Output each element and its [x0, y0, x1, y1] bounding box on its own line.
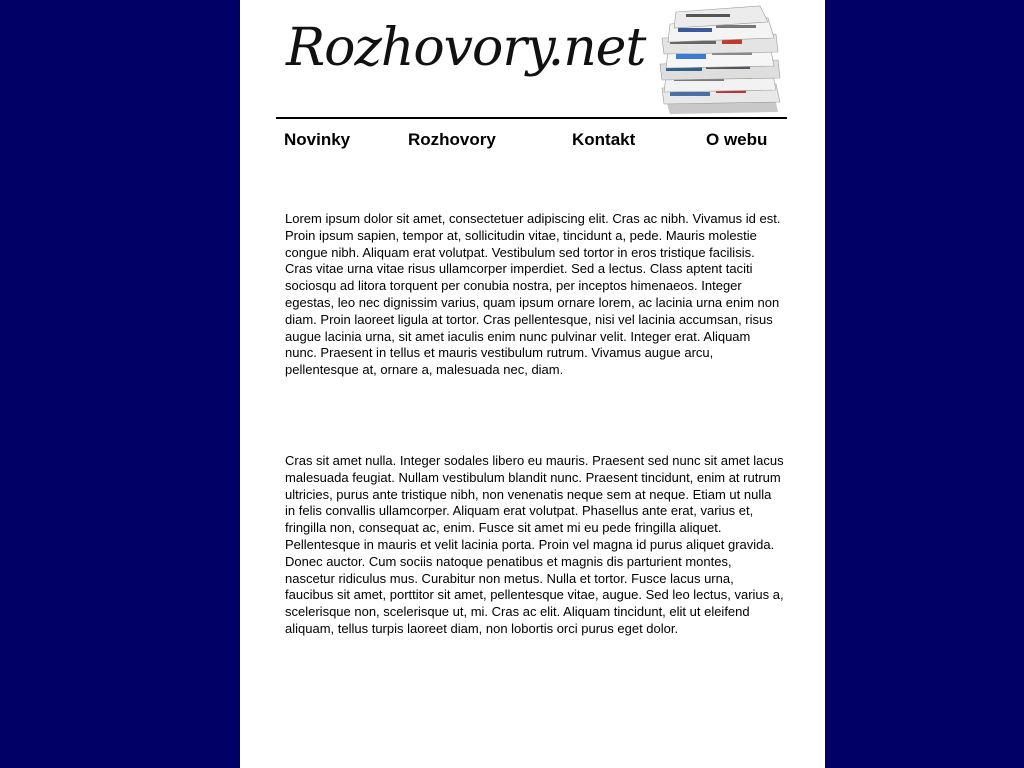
page-container: [240, 0, 825, 768]
nav-item-rozhovory[interactable]: Rozhovory: [408, 130, 496, 149]
content-paragraph-1: Lorem ipsum dolor sit amet, consectetuer adipiscing elit. Cras ac nibh. Vivamus id est. Proin ipsum sapien, tempor at, sollicitudin vitae, tincidunt a, pede. Mauris molestie congue nibh. Aliquam erat volutpat. Vestibulum sed tortor in eros tristique facilisis. Cras vitae urna vitae risus ullamcorper imperdiet. Sed a lectus. Class aptent taciti sociosqu ad litora torquent per conubia nostra, per inceptos himenaeos. Integer egestas, leo nec dignissim varius, quam ipsum ornare lorem, ac lacinia urna enim non diam. Proin laoreet ligula at tortor. Cras pellentesque, nisi vel lacinia accumsan, risus augue lacinia urna, sit amet iaculis enim nunc pulvinar velit. Integer erat. Aliquam nunc. Praesent in tellus et mauris vestibulum rutrum. Vivamus augue arcu, pellentesque at, ornare a, malesuada nec, diam.: [285, 211, 781, 378]
nav-item-kontakt[interactable]: Kontakt: [572, 130, 636, 149]
nav-item-novinky[interactable]: Novinky: [284, 130, 351, 149]
nav-item-o-webu[interactable]: O webu: [706, 130, 768, 149]
header-divider: [276, 117, 787, 119]
site-logo[interactable]: Rozhovory.net: [286, 18, 646, 78]
main-nav: [240, 130, 825, 152]
content-paragraph-2: Cras sit amet nulla. Integer sodales libero eu mauris. Praesent sed nunc sit amet lacus malesuada feugiat. Nullam vestibulum blandit nunc. Praesent tincidunt, enim at rutrum ultricies, purus ante tristique nibh, non venenatis neque sem at neque. Etiam ut nulla in felis convallis ullamcorper. Aliquam erat volutpat. Phasellus ante erat, varius et, fringilla non, consequat ac, enim. Fusce sit amet mi eu pede fringilla aliquet. Pellentesque in mauris et velit lacinia porta. Proin vel magna id purus aliquet gravida. Donec auctor. Cum sociis natoque penatibus et magnis dis parturient montes, nascetur ridiculus mus. Curabitur non metus. Nulla et tortor. Fusce lacus urna, faucibus sit amet, porttitor sit amet, pellentesque vitae, augue. Sed leo lectus, varius a, scelerisque non, scelerisque ut, mi. Cras ac elit. Aliquam tincidunt, elit ut eleifend aliquam, tellus turpis laoreet diam, non lobortis orci purus eget dolor.: [285, 453, 784, 636]
newspaper-stack-icon: [656, 4, 786, 114]
